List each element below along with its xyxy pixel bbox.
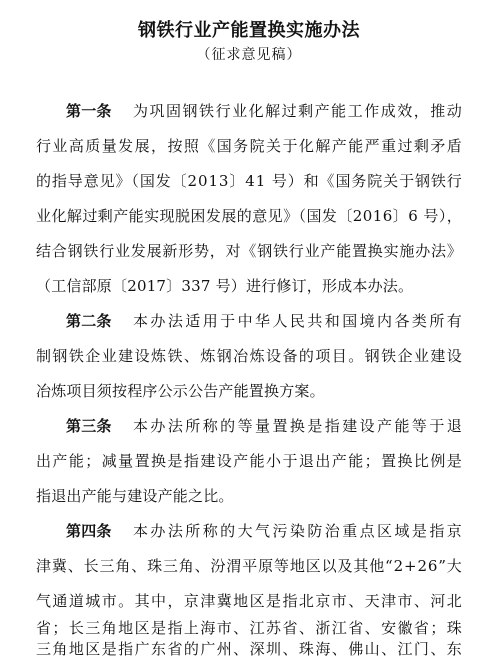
article-3-heading: 第三条	[66, 417, 112, 435]
article-3-text: 指退出产能与建设产能之比。	[36, 487, 234, 505]
document-subtitle: （征求意见稿）	[196, 47, 302, 63]
article-4-text: 气通道城市。其中，京津冀地区是指北京市、天津市、河北	[36, 592, 464, 610]
article-2-heading: 第二条	[66, 312, 112, 330]
document-title: 钢铁行业产能置换实施办法	[138, 20, 360, 41]
article-1-heading: 第一条	[66, 102, 112, 120]
article-1-text: 为巩固钢铁行业化解过剩产能工作成效，推动	[133, 102, 464, 120]
article-4-text: 本办法所称的大气污染防治重点区域是指京	[133, 522, 465, 540]
article-2-text: 本办法适用于中华人民共和国境内各类所有	[133, 312, 465, 330]
article-1-text: 结合钢铁行业发展新形势，对《钢铁行业产能置换实施办法》	[36, 242, 463, 260]
article-3-text: 出产能；减量置换是指建设产能小于退出产能；置换比例是	[36, 452, 464, 470]
article-4-text: 三角地区是指广东省的广州、深圳、珠海、佛山、江门、东	[36, 640, 464, 658]
article-2-text: 冶炼项目须按程序公示公告产能置换方案。	[36, 382, 325, 400]
article-2-text: 制钢铁企业建设炼铁、炼钢冶炼设备的项目。钢铁企业建设	[36, 347, 464, 365]
article-4-text: 津冀、长三角、珠三角、汾渭平原等地区以及其他“2+26”大	[36, 557, 463, 575]
article-4-heading: 第四条	[66, 522, 112, 540]
article-1-text: 业化解过剩产能实现脱困发展的意见》（国发〔2016〕6 号），	[36, 207, 463, 225]
article-4-text: 省；长三角地区是指上海市、江苏省、浙江省、安徽省；珠	[36, 619, 464, 637]
article-1-text: 行业高质量发展，按照《国务院关于化解产能严重过剩矛盾	[36, 137, 464, 155]
article-1-text: 的指导意见》（国发〔2013〕41 号）和《国务院关于钢铁行	[36, 172, 463, 190]
article-3-text: 本办法所称的等量置换是指建设产能等于退	[133, 417, 465, 435]
article-1-text: （工信部原〔2017〕337 号）进行修订，形成本办法。	[36, 277, 414, 295]
